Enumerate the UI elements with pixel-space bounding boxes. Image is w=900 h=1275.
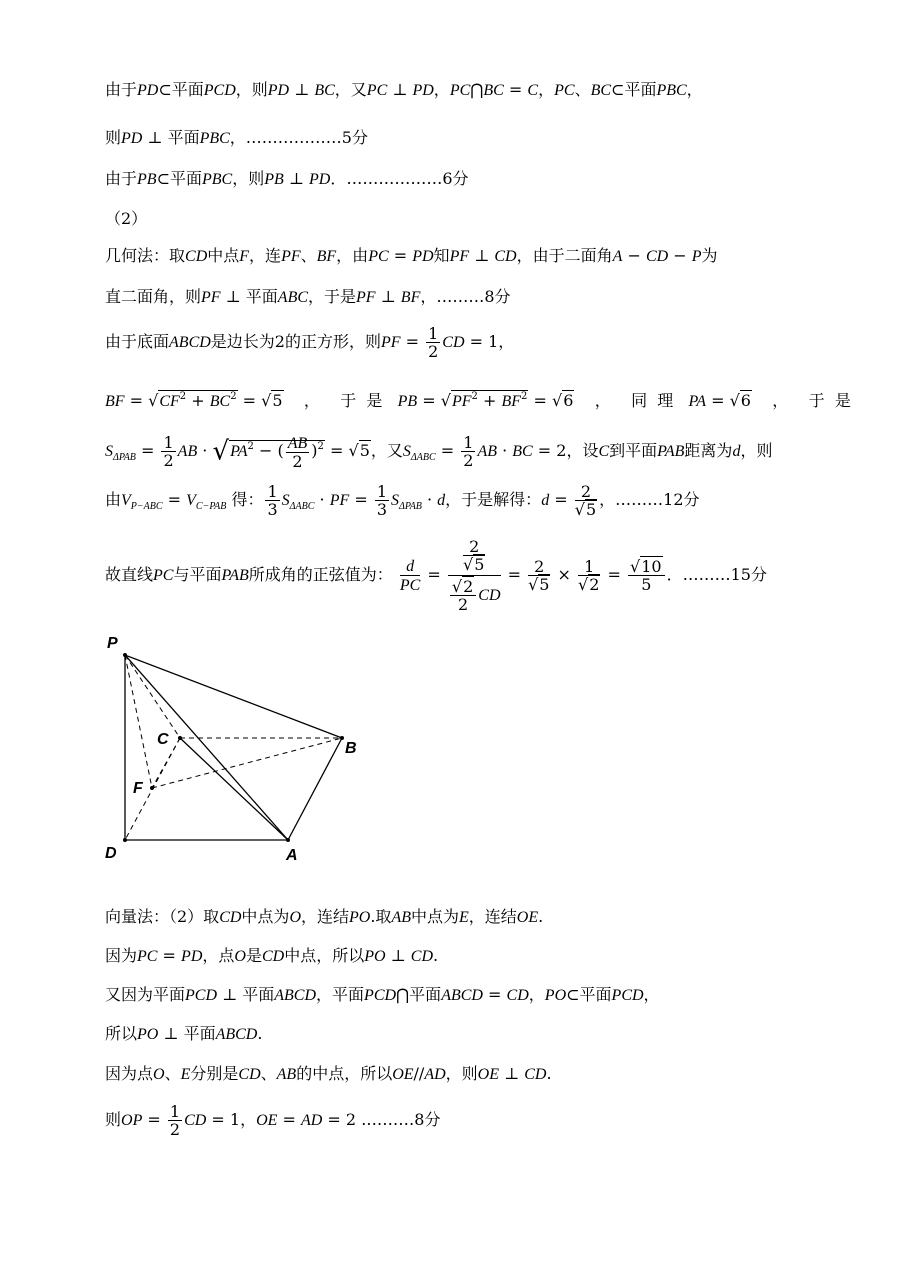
point-A [286, 838, 290, 842]
label-P: P [107, 635, 118, 652]
geometric-line-3: 由于底面ABCD是边长为2的正方形，则PF = $\frac{1}{2}$ CD = 1， [105, 324, 515, 361]
edge-PC [125, 655, 180, 738]
label-C: C [157, 731, 169, 748]
part-2-label: （2） [105, 209, 148, 228]
vector-line-1: 向量法：（2）取CD中点为O，连结PO.取AB中点为E，连结OE. [105, 907, 544, 926]
edge-PA [125, 655, 288, 840]
point-D [123, 838, 127, 842]
edge-PB [125, 655, 342, 738]
label-A: A [286, 847, 298, 864]
point-F [150, 786, 154, 790]
point-C [178, 736, 182, 740]
edge-CA [180, 738, 288, 840]
edge-PF [125, 655, 152, 788]
geometric-line-6: 由$V_{P-ABC} = V_{C-PAB}$ 得： $\frac{1}{3}$ $S_{\Delta ABC}$ · PF = $\frac{1}{3}$ $S_{\Delta PAB} \cdot d$，于是解得：d = $\frac{2}{√5}$ ，………12分 [105, 482, 700, 519]
vector-line-2: 因为PC = PD，点O是CD中点，所以PO ⊥ CD. [105, 946, 439, 965]
geometric-line-7: 故直线PC与平面PAB所成角的正弦值为： $\frac{d}{PC}$ = $\frac{2}{√5}$ $\frac{√2}{2}$ CD = $\frac{2}{√5}$ × $\frac{1}{√2}$ = $\frac{√10}{5}$ ．………15分 [105, 537, 767, 614]
geometric-line-5: $S_{\Delta PAB}$ = $\frac{1}{2}$ AB · $√PA^2$ − ( $\frac{AB}{2}$ )$^2$ = √5，又$S_{\Delta ABC}$ = $\frac{1}{2}$ AB · BC = 2，设C到平面PAB距离为d，则 [105, 433, 773, 471]
vector-line-3: 又因为平面PCD ⊥ 平面ABCD，平面PCD⋂平面ABCD = CD，PO⊂平面PCD， [105, 985, 660, 1004]
text-line-3: 由于PB⊂平面PBC，则PB ⊥ PD．………………6分 [105, 169, 469, 188]
vector-line-6: 则OP = $\frac{1}{2}$ CD = 1，OE = AD = 2 .………8分 [105, 1102, 441, 1139]
vector-line-5: 因为点O、E分别是CD、AB的中点，所以OE//AD，则OE ⊥ CD. [105, 1064, 552, 1083]
vector-line-4: 所以PO ⊥ 平面ABCD. [105, 1024, 263, 1043]
label-D: D [105, 845, 117, 862]
label-F: F [133, 780, 143, 797]
geometric-line-4: BF = $√CF^2 + BC^2 = √5$ ， 于 是 PB = $√PF^2 + BF^2 = √6$ ， 同 理 PA = √6 ， 于 是 [105, 391, 851, 410]
point-P [123, 653, 127, 657]
point-B [340, 736, 344, 740]
geometric-line-2: 直二面角，则PF ⊥ 平面ABC，于是PF ⊥ BF，………8分 [105, 287, 511, 306]
edge-FB [152, 738, 342, 788]
pyramid-figure [100, 628, 380, 868]
label-B: B [345, 740, 357, 757]
text-line-2: 则PD ⊥ 平面PBC，………………5分 [105, 128, 368, 147]
geometric-line-1: 几何法：取CD中点F，连PF、BF，由PC = PD知PF ⊥ CD，由于二面角A − CD − P为 [105, 246, 718, 265]
edge-AB [288, 738, 342, 840]
text-line-1: 由于PD⊂平面PCD，则PD ⊥ BC，又PC ⊥ PD，PC⋂BC = C，PC、BC⊂平面PBC， [105, 80, 703, 99]
